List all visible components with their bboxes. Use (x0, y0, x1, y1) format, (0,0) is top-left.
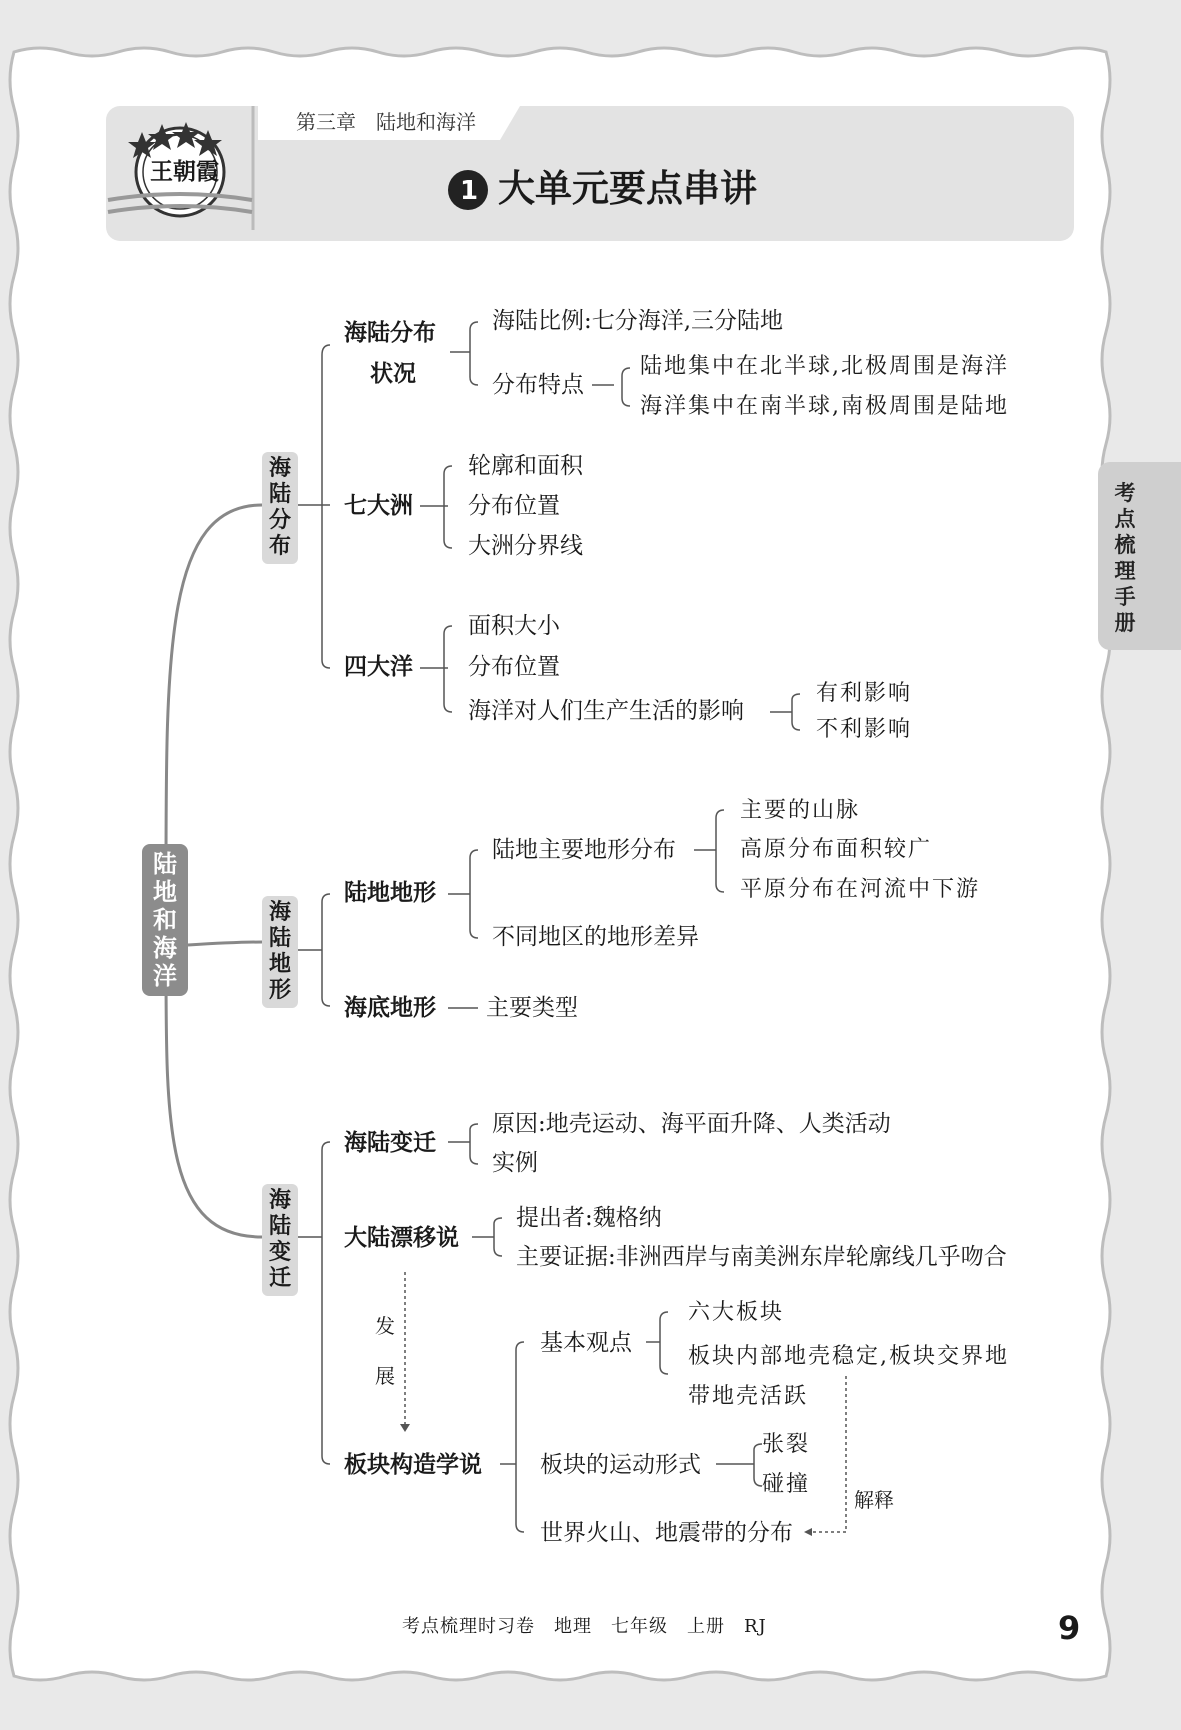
branch1-label-box (262, 452, 298, 564)
branch3-label-box (262, 1184, 298, 1296)
branch1-bracket (322, 345, 330, 668)
b2-sub2-item1: 主要类型 (486, 995, 578, 1021)
b1-sub3-item3-b: 不利影响 (816, 717, 913, 742)
develop-arrowhead (400, 1424, 410, 1432)
page-title: 大单元要点串讲 (498, 167, 757, 210)
b1-sub1-item2-b: 海洋集中在南半球,南极周围是陆地 (640, 394, 1009, 419)
explain-label: 解释 (854, 1488, 894, 1512)
side-tab-label: 考点梳理手册 (1114, 481, 1136, 635)
sub3-item3-bracket (792, 694, 800, 730)
b1-sub2-item1: 轮廓和面积 (468, 453, 583, 479)
b3-sub3-item1-b-line1: 板块内部地壳稳定,板块交界地 (688, 1344, 1009, 1369)
branch2-label: 海陆地形 (268, 900, 291, 1003)
sub1-item2-bracket (622, 368, 630, 406)
sub2-bracket (444, 466, 452, 548)
b3-sub1-item1: 原因:地壳运动、海平面升降、人类活动 (492, 1111, 891, 1137)
b2-sub1-item1: 陆地主要地形分布 (492, 837, 676, 863)
b1-sub2-item3: 大洲分界线 (468, 533, 583, 559)
b1-sub3-item3: 海洋对人们生产生活的影响 (468, 698, 744, 724)
section-number: 1 (460, 176, 479, 206)
b3-sub2-label: 大陆漂移说 (344, 1225, 459, 1251)
b1-sub3-item2: 分布位置 (468, 654, 560, 680)
b2-sub1-item1-a: 主要的山脉 (740, 798, 861, 823)
page-number: 9 (1058, 1609, 1081, 1647)
b2-sub1-item2: 不同地区的地形差异 (492, 924, 699, 950)
explain-arrow (812, 1376, 846, 1532)
b3-sub1-label: 海陆变迁 (344, 1130, 436, 1156)
b1-sub3-item3-a: 有利影响 (816, 681, 913, 706)
b3-sub3-item2-a: 张裂 (762, 1432, 811, 1457)
land-item1-bracket (716, 810, 724, 892)
b1-sub1-label-line2: 状况 (370, 361, 416, 387)
sub3-bracket (444, 626, 452, 712)
branch3-label: 海陆变迁 (268, 1188, 291, 1291)
branch1-label: 海陆分布 (268, 456, 291, 559)
b2-sub1-item1-c: 平原分布在河流中下游 (740, 877, 981, 902)
plate-item1-bracket (660, 1312, 668, 1374)
b2-sub1-item1-b: 高原分布面积较广 (740, 837, 933, 862)
b1-sub1-label-line1: 海陆分布 (344, 320, 436, 346)
root-branch3-curve (166, 960, 262, 1237)
mindmap-root (142, 844, 188, 996)
sub1-bracket (470, 322, 478, 385)
footer-book-info: 考点梳理时习卷 地理 七年级 上册 RJ (402, 1616, 767, 1637)
b3-sub2-item1: 提出者:魏格纳 (516, 1205, 662, 1231)
b3-sub2-item2: 主要证据:非洲西岸与南美洲东岸轮廓线几乎吻合 (516, 1244, 1007, 1270)
b3-sub3-item1-a: 六大板块 (688, 1300, 785, 1325)
b1-sub3-item1: 面积大小 (468, 613, 560, 639)
b1-sub2-label: 七大洲 (344, 493, 413, 519)
b1-sub1-item1: 海陆比例:七分海洋,三分陆地 (492, 308, 784, 334)
develop-label-1: 发 (375, 1314, 395, 1338)
b1-sub2-item2: 分布位置 (468, 493, 560, 519)
b3-sub1-item2: 实例 (492, 1150, 538, 1176)
plate-item2-bracket (754, 1444, 762, 1486)
branch2-bracket (322, 894, 330, 1006)
branch2-label-box (262, 896, 298, 1008)
b3-sub3-label: 板块构造学说 (344, 1452, 482, 1478)
b2-sub2-label: 海底地形 (344, 995, 436, 1021)
drift-bracket (494, 1218, 502, 1256)
explain-arrowhead (804, 1528, 812, 1536)
b3-sub3-item2: 板块的运动形式 (540, 1452, 701, 1478)
branch3-bracket (322, 1142, 330, 1464)
land-bracket (470, 850, 478, 938)
chapter-label: 第三章 陆地和海洋 (296, 110, 476, 134)
root-label: 陆地和海洋 (153, 850, 177, 990)
b1-sub3-label: 四大洋 (344, 654, 413, 680)
develop-label-2: 展 (375, 1364, 395, 1388)
change-bracket (470, 1124, 478, 1164)
b3-sub3-item1-b-line2: 带地壳活跃 (688, 1384, 809, 1409)
plate-bracket (516, 1342, 524, 1532)
b3-sub3-item3: 世界火山、地震带的分布 (540, 1520, 793, 1546)
b3-sub3-item2-b: 碰撞 (762, 1472, 811, 1497)
logo-text: 王朝霞 (150, 158, 219, 185)
root-branch1-curve (166, 505, 262, 880)
b1-sub1-item2: 分布特点 (492, 372, 584, 398)
b1-sub1-item2-a: 陆地集中在北半球,北极周围是海洋 (640, 354, 1009, 379)
b3-sub3-item1: 基本观点 (540, 1330, 632, 1356)
b2-sub1-label: 陆地地形 (344, 880, 436, 906)
root-branch2-curve (188, 942, 262, 945)
